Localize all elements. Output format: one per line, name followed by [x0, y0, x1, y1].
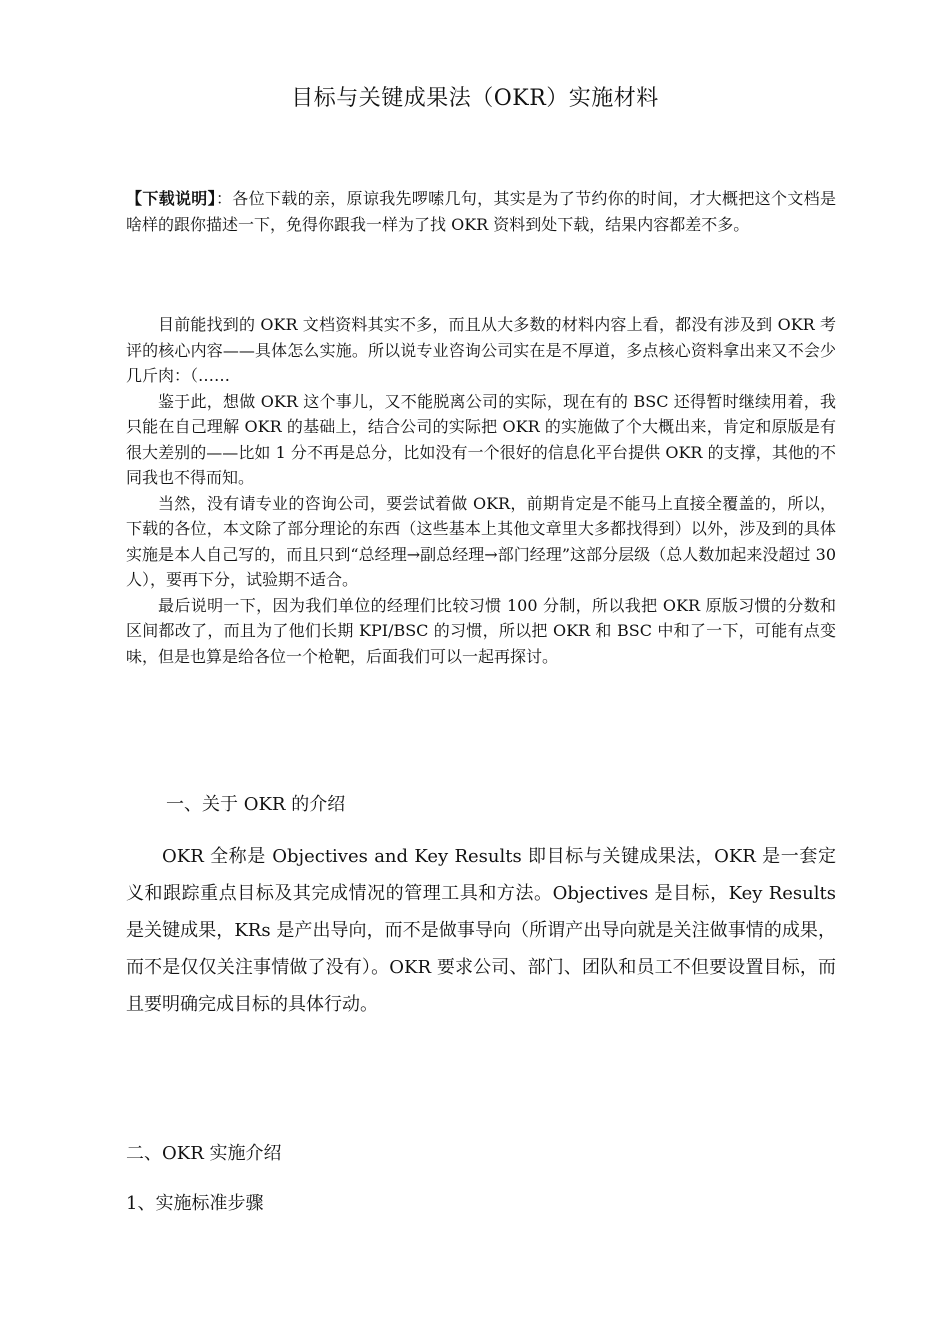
intro-section: [126, 312, 836, 669]
download-note: [126, 186, 836, 237]
section-1-body: OKR 全称是 Objectives and Key Results 即目标与关键成果法，OKR 是一套定义和跟踪重点目标及其完成情况的管理工具和方法。Objectives 是目标，Key Results 是关键成果，KRs 是产出导向，而不是做事导向（所谓产出导向就是关注做事情的成果，而不是仅仅关注事情做了没有）。OKR 要求公司、部门、团队和员工不但要设置目标，而且要明确完成目标的具体行动。: [126, 846, 836, 1015]
document-title: 目标与关键成果法（OKR）实施材料: [291, 86, 659, 111]
intro-paragraph-2: 鉴于此，想做 OKR 这个事儿，又不能脱离公司的实际，现在有的 BSC 还得暂时继续用着，我只能在自己理解 OKR 的基础上，结合公司的实际把 OKR 的实施做了个大概出来，肯定和原版是有很大差别的——比如 1 分不再是总分，比如没有一个很好的信息化平台提供 OKR 的支撑，其他的不同我也不得而知。: [126, 391, 836, 487]
download-note-text: ：各位下载的亲，原谅我先啰嗦几句，其实是为了节约你的时间，才大概把这个文档是啥样的跟你描述一下，免得你跟我一样为了找 OKR 资料到处下载，结果内容都差不多。: [126, 189, 836, 234]
section-2-heading: 二、OKR 实施介绍: [126, 1143, 282, 1164]
section-1-heading: 一、关于 OKR 的介绍: [166, 794, 346, 815]
section-2-subheading-1: 1、实施标准步骤: [126, 1193, 264, 1214]
intro-paragraph-4: 最后说明一下，因为我们单位的经理们比较习惯 100 分制，所以我把 OKR 原版习惯的分数和区间都改了，而且为了他们长期 KPI/BSC 的习惯，所以把 OKR 和 BSC 中和了一下，可能有点变味，但是也算是给各位一个枪靶，后面我们可以一起再探讨。: [126, 595, 836, 666]
intro-paragraph-1: 目前能找到的 OKR 文档资料其实不多，而且从大多数的材料内容上看，都没有涉及到 OKR 考评的核心内容——具体怎么实施。所以说专业咨询公司实在是不厚道，多点核心资料拿出来又不会少几斤肉：（……: [126, 315, 836, 385]
intro-paragraph-3: 当然，没有请专业的咨询公司，要尝试着做 OKR，前期肯定是不能马上直接全覆盖的，所以，下载的各位，本文除了部分理论的东西（这些基本上其他文章里大多都找得到）以外，涉及到的具体实施是本人自己写的，而且只到“总经理→副总经理→部门经理”这部分层级（总人数加起来没超过 30 人），要再下分，试验期不适合。: [126, 493, 836, 589]
download-note-prefix: 【下载说明】: [126, 189, 216, 208]
